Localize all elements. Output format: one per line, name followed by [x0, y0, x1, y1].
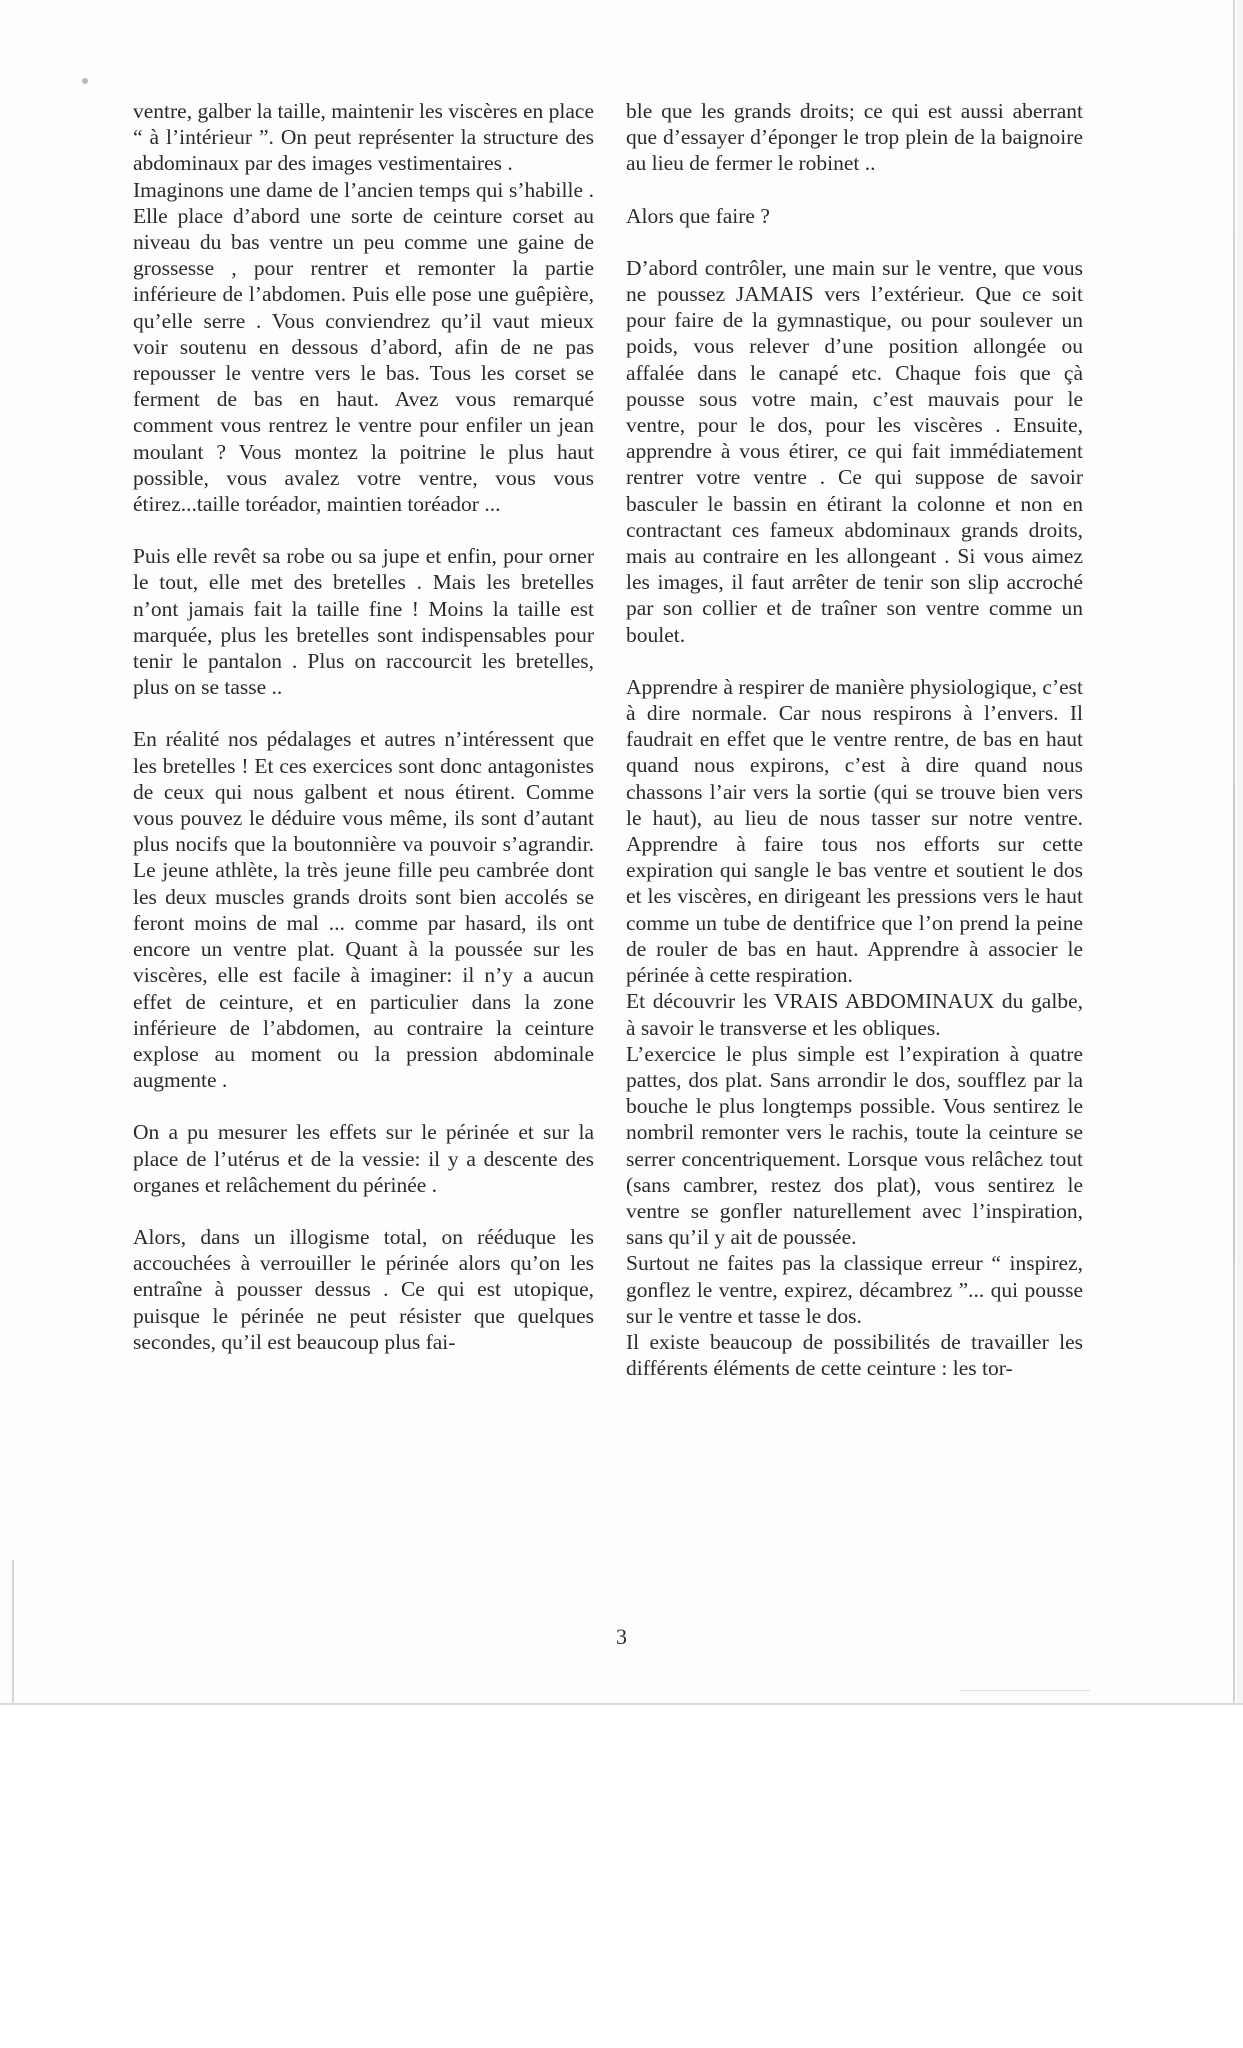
right-paragraph-2: Alors que faire ? — [626, 203, 770, 228]
paragraph-gap — [133, 517, 594, 543]
right-paragraph-1: ble que les grands droits; ce qui est aussi aberrant que d’essayer d’éponger le trop plein de la baignoire au lieu de fermer le robinet .. — [626, 99, 1083, 176]
page-number: 3 — [616, 1624, 627, 1649]
paragraph-gap — [626, 229, 1083, 255]
right-paragraph-3: D’abord contrôler, une main sur le ventre, que vous ne poussez JAMAIS vers l’extérieur. Que ce soit pour faire de la gymnastique, ou pour soulever un poids, vous relever d’une position allongée ou affalée dans le canapé etc. Chaque fois que çà pousse sous votre main, c’est mauvais pour le ventre, pour le dos, pour les viscères . Ensuite, apprendre à vous étirer, ce qui fait immédiatement rentrer votre ventre . Ce qui suppose de savoir basculer le bassin en étirant la colonne et non en contractant ces fameux abdominaux grands droits, mais au contraire en les allongeant . Si vous aimez les images, il faut arrêter de tenir son slip accroché par son collier et de traîner son ventre comme un boulet. — [626, 255, 1083, 647]
paragraph-gap — [626, 648, 1083, 674]
paragraph-gap — [133, 1198, 594, 1224]
right-text-column — [626, 98, 1083, 1381]
paragraph-gap — [133, 1093, 594, 1119]
left-paragraph-4: On a pu mesurer les effets sur le périnée et sur la place de l’utérus et de la vessie: il y a descente des organes et relâchement du périnée . — [133, 1120, 594, 1197]
page-edge-shadow — [1237, 0, 1243, 1705]
right-paragraph-4: Apprendre à respirer de manière physiologique, c’est à dire normale. Car nous respirons à l’envers. Il faudrait en effet que le ventre rentre, de bas en haut quand nous expirons, c’est à dire quand nous chassons l’air vers la sortie (qui se trouve bien vers le haut), au lieu de nous tasser sur notre ventre. Apprendre à faire tous nos efforts sur cette expiration qui sangle le bas ventre et soutient le dos et les viscères, en dirigeant les pressions vers le haut comme un tube de dentifrice que l’on prend la peine de rouler de bas en haut. Apprendre à associer le périnée à cette respiration. Et découvrir les VRAIS ABDOMINAUX du galbe, à savoir le transverse et les obliques. L’exercice le plus simple est l’expiration à quatre pattes, dos plat. Sans arrondir le dos, soufflez par la bouche le plus longtemps possible. Vous sentirez le nombril remonter vers le rachis, toute la ceinture se serrer concentriquement. Lorsque vous relâchez tout (sans cambrer, restez dos plat), vous sentirez le ventre se gonfler naturellement avec l’inspiration, sans qu’il y ait de poussée. Surtout ne faites pas la classique erreur “ inspirez, gonflez le ventre, expirez, décambrez ”... qui pousse sur le ventre et tasse le dos. Il existe beaucoup de possibilités de travailler les différents éléments de cette ceinture : les tor- — [626, 674, 1083, 1381]
left-paragraph-3: En réalité nos pédalages et autres n’intéressent que les bretelles ! Et ces exercices sont donc antagonistes de ceux qui nous galbent et nous étirent. Comme vous pouvez le déduire vous même, ils sont d’autant plus nocifs que la boutonnière va pouvoir s’agrandir. Le jeune athlète, la très jeune fille peu cambrée dont les deux muscles grands droits sont bien accolés se feront moins de mal ... comme par hasard, ils ont encore un ventre plat. Quant à la poussée sur les viscères, elle est facile à imaginer: il n’y a aucun effet de ceinture, et en particulier dans la zone inférieure de l’abdomen, au contraire la ceinture explose au moment ou la pression abdominale augmente . — [133, 727, 594, 1093]
left-text-column — [133, 98, 594, 1355]
page-edge-line — [1233, 0, 1235, 1705]
left-paragraph-2: Puis elle revêt sa robe ou sa jupe et enfin, pour orner le tout, elle met des bretelles . Mais les bretelles n’ont jamais fait la taille fine ! Moins la taille est marquée, plus les bretelles sont indispensables pour tenir le pantalon . Plus on raccourcit les bretelles, plus on se tasse .. — [133, 544, 594, 700]
paragraph-gap — [133, 700, 594, 726]
page-bottom-edge — [0, 1703, 1243, 1705]
left-paragraph-1: ventre, galber la taille, maintenir les viscères en place “ à l’intérieur ”. On peut représenter la structure des abdominaux par des images vestimentaires . Imaginons une dame de l’ancien temps qui s’habille . Elle place d’abord une sorte de ceinture corset au niveau du bas ventre un peu comme une gaine de grossesse , pour rentrer et remonter la partie inférieure de l’abdomen. Puis elle pose une guêpière, qu’elle serre . Vous conviendrez qu’il vaut mieux voir soutenu en dessous d’abord, afin de ne pas repousser le ventre vers le bas. Tous les corset se ferment de bas en haut. Avez vous remarqué comment vous rentrez le ventre pour enfiler un jean moulant ? Vous montez la poitrine le plus haut possible, vous avalez votre ventre, vous vous étirez...taille toréador, maintien toréador ... — [133, 99, 594, 517]
scan-speck — [82, 78, 88, 84]
left-paragraph-5: Alors, dans un illogisme total, on rééduque les accouchées à verrouiller le périnée alors qu’on les entraîne à pousser dessus . Ce qui est utopique, puisque le périnée ne peut résister que quelques secondes, qu’il est beaucoup plus fai- — [133, 1224, 594, 1354]
paragraph-gap — [626, 177, 1083, 203]
scan-artifact-line — [960, 1690, 1090, 1691]
